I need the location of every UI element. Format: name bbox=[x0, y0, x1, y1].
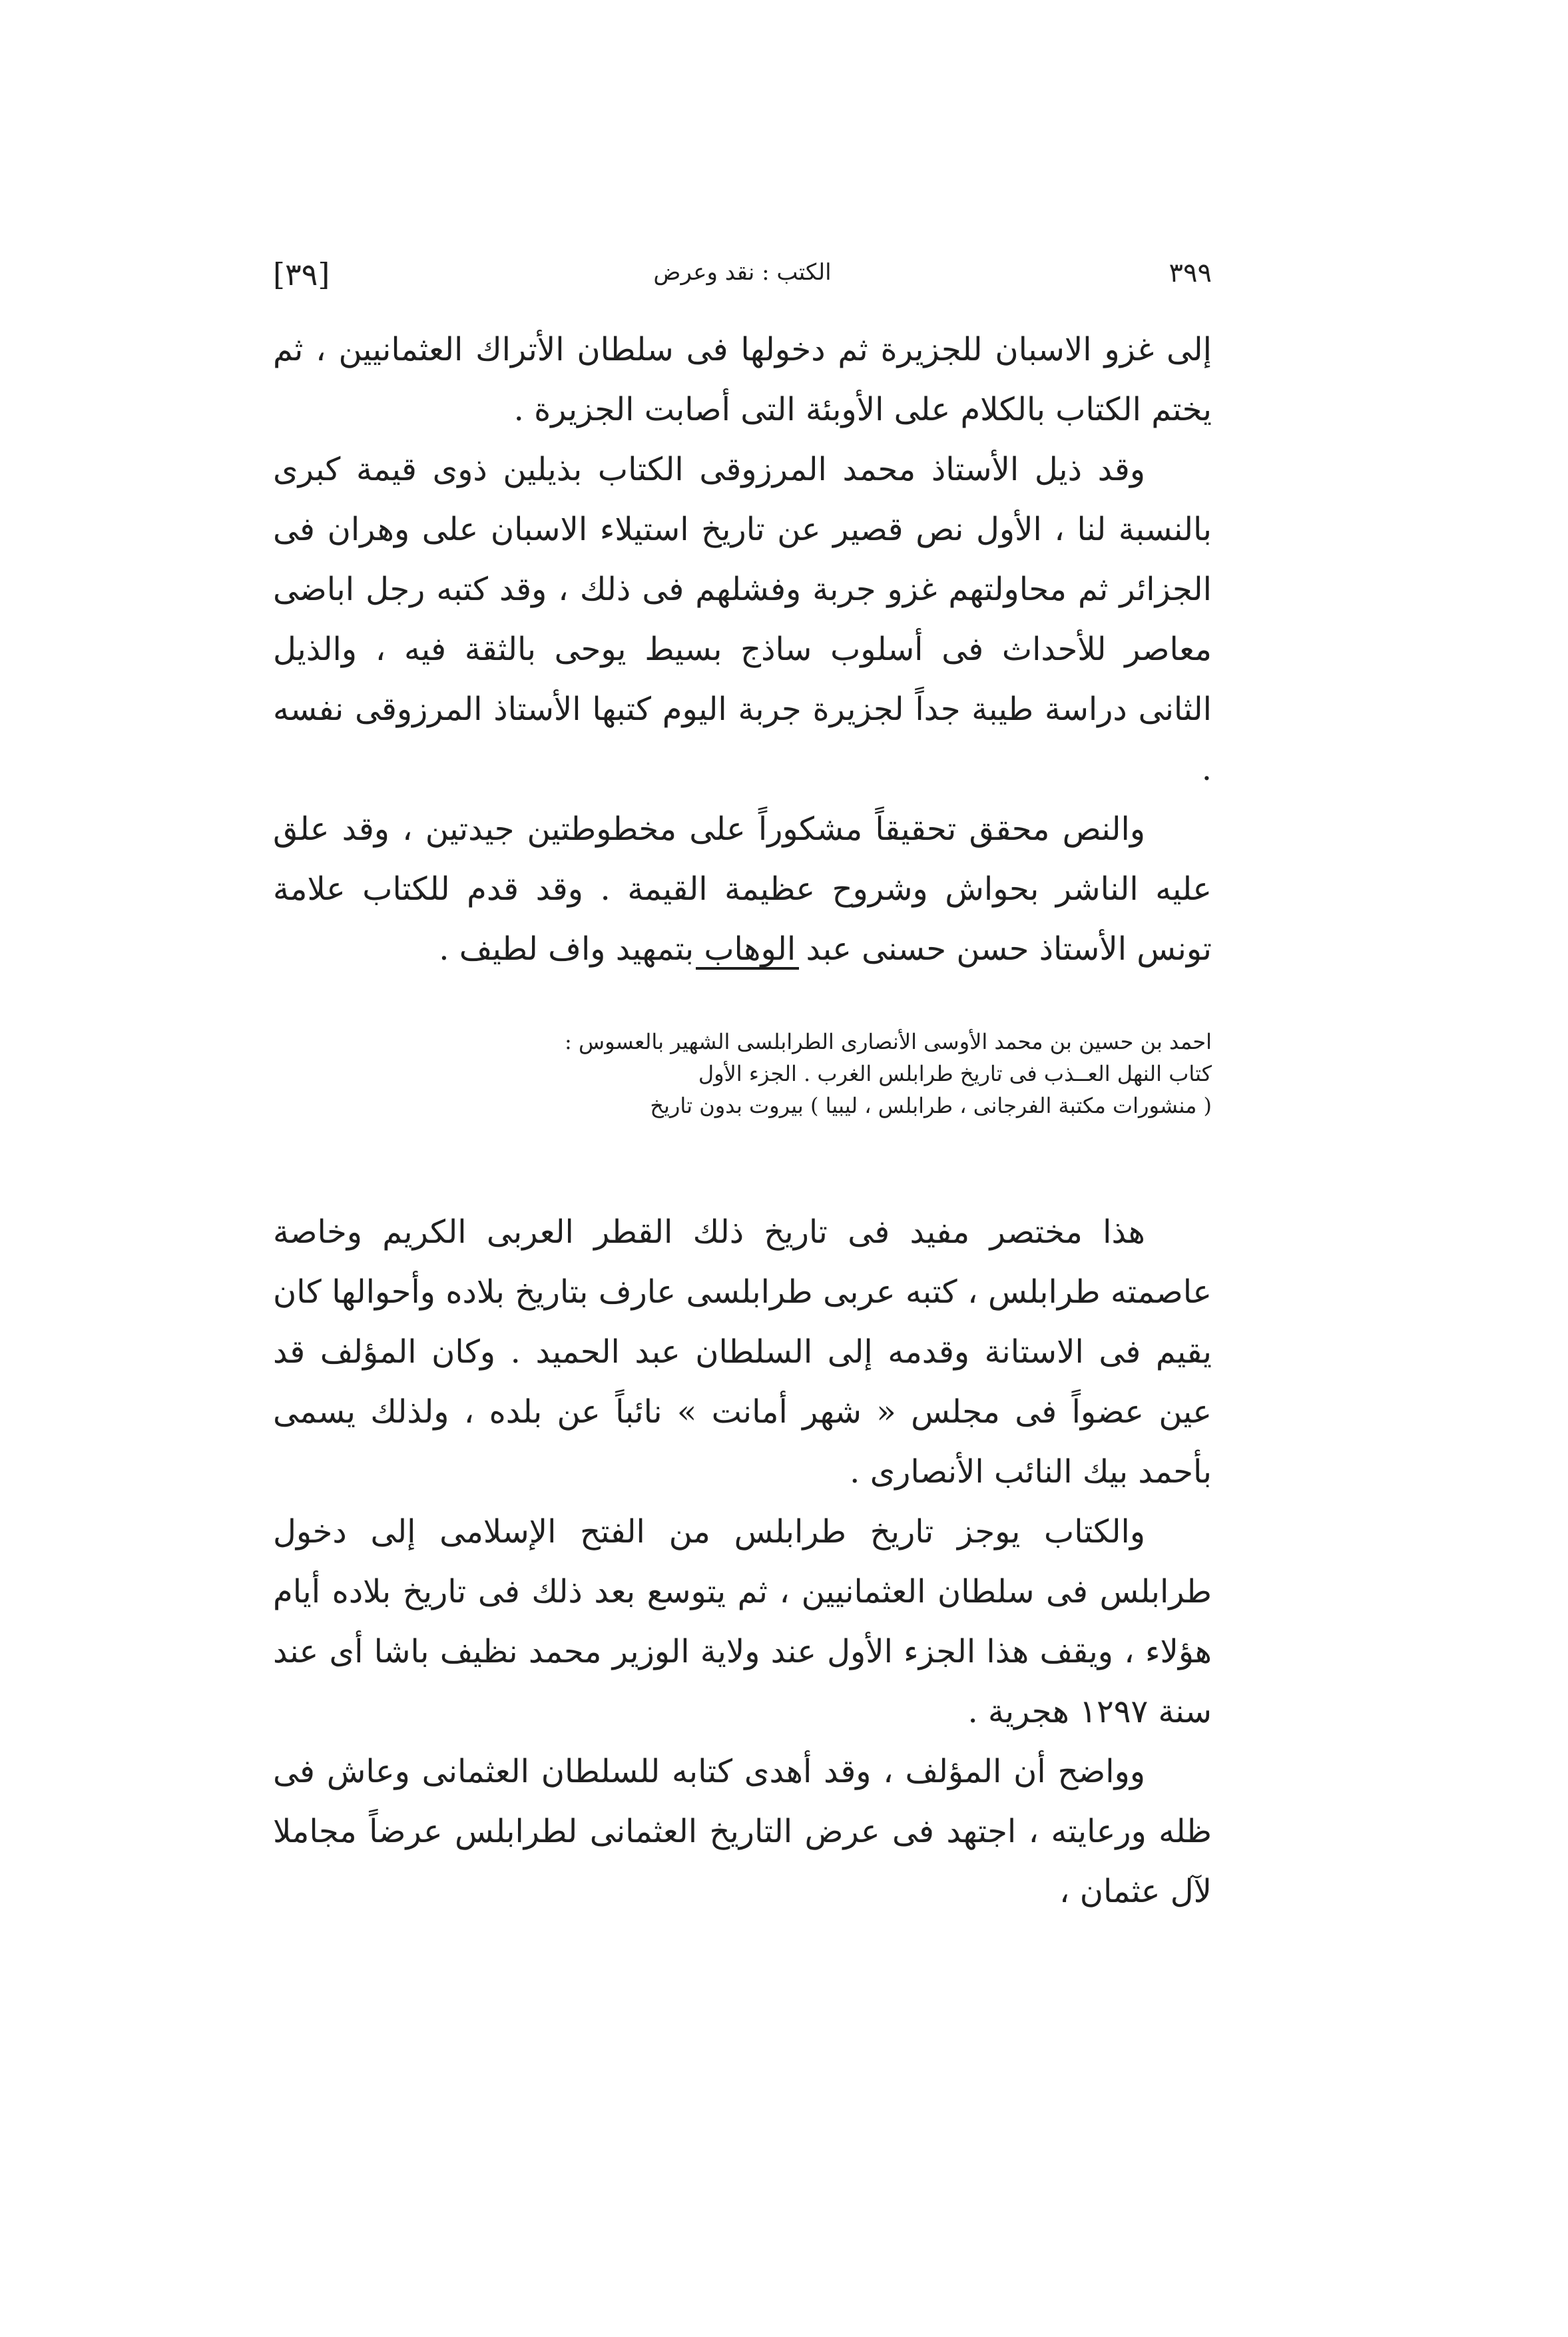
section-title: الكتب : نقد وعرض bbox=[653, 259, 832, 286]
review-continuation bbox=[273, 320, 1212, 979]
paragraph: والكتاب يوجز تاريخ طرابلس من الفتح الإسلامى إلى دخول طرابلس فى سلطان العثمانيين ، ثم يتوسع بعد ذلك فى تاريخ بلاده أيام هؤلاء ، ويقف هذا الجزء الأول عند ولاية الوزير محمد نظيف باشا أى عند سنة ١٢٩٧ هجرية . bbox=[273, 1513, 1212, 1730]
paragraph: هذا مختصر مفيد فى تاريخ ذلك القطر العربى الكريم وخاصة عاصمته طرابلس ، كتبه عربى طرابلسى عارف بتاريخ بلاده وأحوالها كان يقيم فى الاستانة وقدمه إلى السلطان عبد الحميد . وكان المؤلف قد عين عضواً فى مجلس « شهر أمانت » نائباً عن بلده ، ولذلك يسمى بأحمد بيك النائب الأنصارى . bbox=[273, 1213, 1212, 1491]
book-review bbox=[273, 1202, 1212, 1921]
citation-author: احمد بن حسين بن محمد الأوسى الأنصارى الطرابلسى الشهير بالعسوس : bbox=[565, 1029, 1212, 1054]
section-divider bbox=[696, 967, 799, 970]
running-header bbox=[273, 256, 1212, 303]
paragraph: والنص محقق تحقيقاً مشكوراً على مخطوطتين جيدتين ، وقد علق عليه الناشر بحواش وشروح عظيمة القيمة . وقد قدم للكتاب علامة تونس الأستاذ حسن حسنى عبد الوهاب بتمهيد واف لطيف . bbox=[273, 811, 1212, 968]
page-number: ٣٩٩ bbox=[1169, 258, 1212, 288]
page-section-number: [٣٩] bbox=[273, 256, 330, 292]
paragraph: وقد ذيل الأستاذ محمد المرزوقى الكتاب بذيلين ذوى قيمة كبرى بالنسبة لنا ، الأول نص قصير عن تاريخ استيلاء الاسبان على وهران فى الجزائر ثم محاولتهم غزو جربة وفشلهم فى ذلك ، وقد كتبه رجل اباضى معاصر للأحداث فى أسلوب ساذج بسيط يوحى بالثقة فيه ، والذيل الثانى دراسة طيبة جداً لجزيرة جربة اليوم كتبها الأستاذ المرزوقى نفسه . bbox=[273, 451, 1212, 788]
citation-title: كتاب النهل العــذب فى تاريخ طرابلس الغرب . الجزء الأول bbox=[698, 1061, 1212, 1086]
paragraph: وواضح أن المؤلف ، وقد أهدى كتابه للسلطان العثمانى وعاش فى ظله ورعايته ، اجتهد فى عرض التاريخ العثمانى لطرابلس عرضاً مجاملا لآل عثمان ، bbox=[273, 1753, 1212, 1910]
citation-publisher: ( منشورات مكتبة الفرجانى ، طرابلس ، ليبيا ) بيروت بدون تاريخ bbox=[650, 1093, 1212, 1118]
paragraph: إلى غزو الاسبان للجزيرة ثم دخولها فى سلطان الأتراك العثمانيين ، ثم يختم الكتاب بالكلام على الأوبئة التى أصابت الجزيرة . bbox=[273, 331, 1212, 428]
book-citation bbox=[565, 1026, 1212, 1122]
